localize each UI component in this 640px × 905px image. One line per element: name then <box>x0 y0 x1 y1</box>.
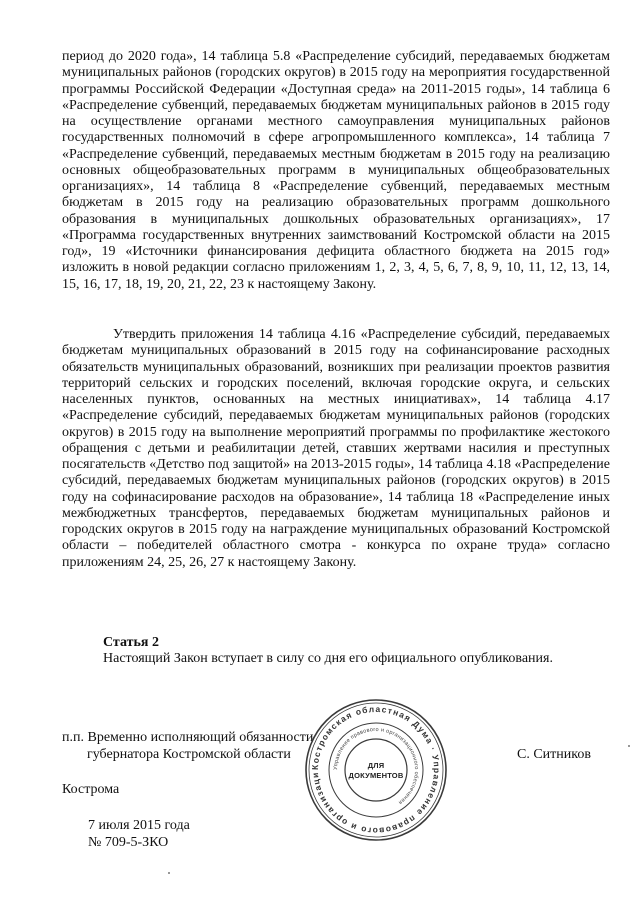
paragraph-1: период до 2020 года», 14 таблица 5.8 «Распределение субсидий, передаваемых бюджетам муниципальных районов (городских округов) в 2015 году на мероприятия государственной программы Российской Федерации «Доступная среда» на 2011-2015 годы», 14 таблица 6 «Распределение субвенций, передаваемых бюджетам муниципальных районов в 2015 году на осуществление органами местного самоуправления муниципальных районов государственных полномочий в сфере агропромышленного комплекса», 14 таблица 7 «Распределение субвенций, передаваемых местным бюджетам в 2015 году на реализацию основных общеобразовательных программ в муниципальных общеобразовательных организациях», 14 таблица 8 «Распределение субвенций, передаваемых местным бюджетам в 2015 году на реализацию образовательных программ дошкольного образования в муниципальных дошкольных образовательных организациях», 17 «Программа государственных внутренних заимствований Костромской области на 2015 год», 19 «Источники финансирования дефицита областного бюджета на 2015 год» изложить в новой редакции согласно приложениям 1, 2, 3, 4, 5, 6, 7, 8, 9, 10, 11, 12, 13, 14, 15, 16, 17, 18, 19, 20, 21, 22, 23 к настоящему Закону. <box>62 49 610 292</box>
stamp-center-line2: ДОКУМЕНТОВ <box>348 771 404 780</box>
stamp-seal-icon <box>303 697 449 843</box>
law-date: 7 июля 2015 года <box>88 818 190 833</box>
signatory-name: С. Ситников <box>517 747 591 762</box>
official-stamp <box>303 697 449 843</box>
paragraph-2: Утвердить приложения 14 таблица 4.16 «Распределение субсидий, передаваемых бюджетам муниципальных образований в 2015 году на софинансирование расходных обязательств муниципальных образований, возникших при реализации проектов развития территорий сельских и городских поселений, включая городские округа, и сельских населенных пунктов, основанных на местных инициативах», 14 таблица 4.17 «Распределение субсидий, передаваемых бюджетам муниципальных районов (городских округов) в 2015 году на выполнение мероприятий программы по профилактике жестокого обращения с детьми и реабилитации детей, ставших жертвами насилия и преступных посягательств «Детство под защитой» на 2013-2015 годы», 14 таблица 4.18 «Распределение субсидий, передаваемых бюджетам муниципальных районов (городских округов) в 2015 году на софинасирование расходов на образование», 14 таблица 18 «Распределение иных межбюджетных трансфертов, передаваемых бюджетам муниципальных районов и городских округов в 2015 году на награждение муниципальных образований Костромской области – победителей областного смотра - конкурса по охране труда» согласно приложениям 24, 25, 26, 27 к настоящему Закону. <box>62 327 610 570</box>
law-number: № 709-5-ЗКО <box>88 835 169 850</box>
article-title: Статья 2 <box>103 635 159 650</box>
signature-title-line1: п.п. Временно исполняющий обязанности <box>62 730 314 745</box>
scan-speck <box>628 745 630 747</box>
article-text: Настоящий Закон вступает в силу со дня его официального опубликования. <box>103 651 553 666</box>
stamp-center-line1: ДЛЯ <box>367 761 385 770</box>
signature-title-line2: губернатора Костромской области <box>87 747 291 762</box>
stamp-ring-text: Костромская областная Дума · Управление правового и организаци <box>309 703 443 837</box>
svg-text:Управление правового и организ: Управление правового и организационного обеспечения <box>332 726 420 806</box>
city-name: Кострома <box>62 782 120 797</box>
scan-speck <box>168 872 170 874</box>
